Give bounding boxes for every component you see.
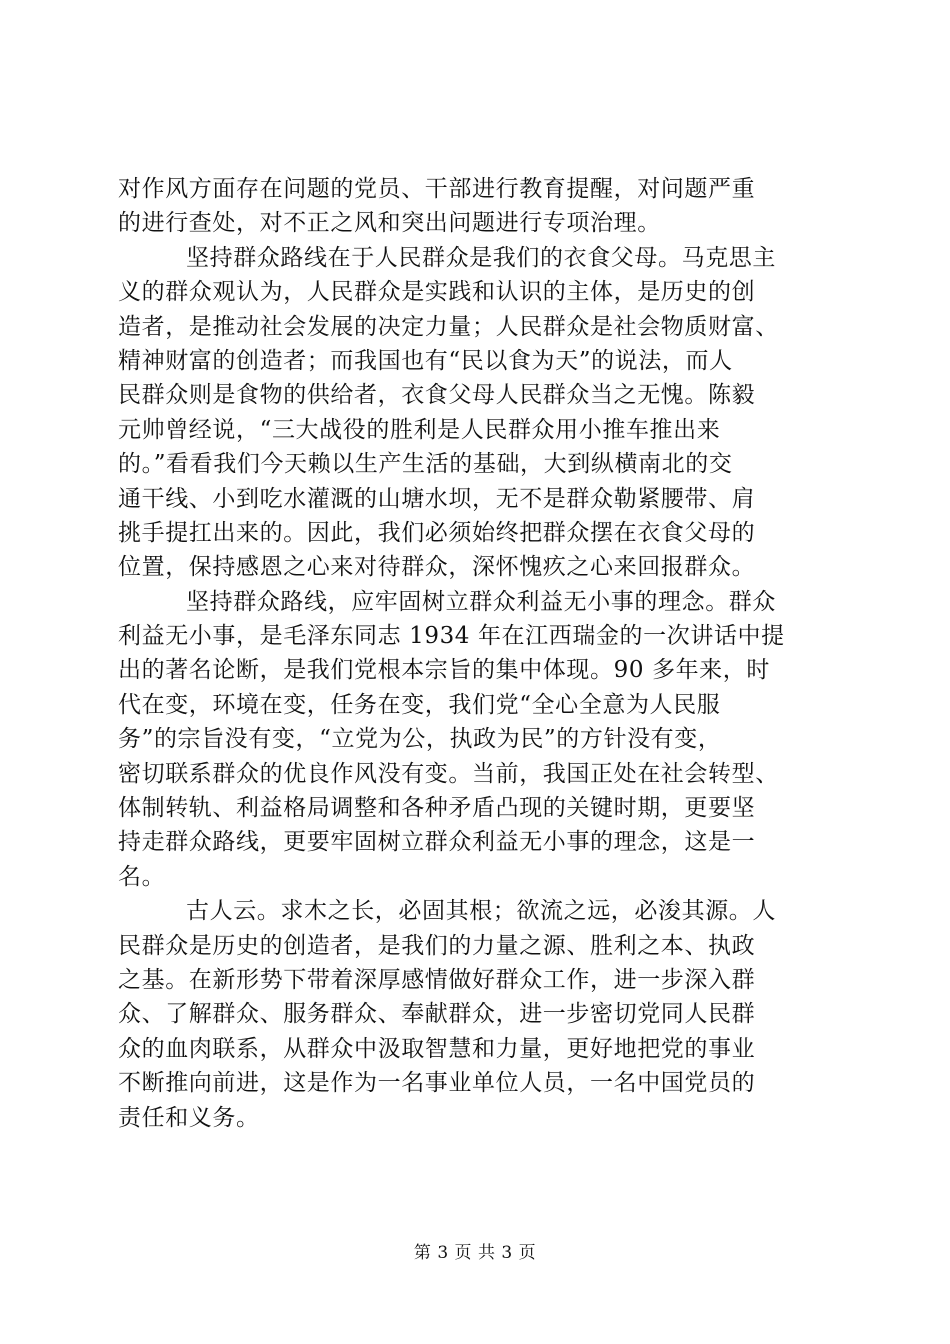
text-line: 出的著名论断，是我们党根本宗旨的集中体现。90 多年来，时 (118, 657, 770, 684)
text-line: 的。”看看我们今天赖以生产生活的基础，大到纵横南北的交 (118, 451, 733, 478)
text-line: 坚持群众路线，应牢固树立群众利益无小事的理念。群众 (186, 588, 776, 615)
text-line: 位置，保持感恩之心来对待群众，深怀愧疚之心来回报群众。 (118, 554, 756, 581)
text-line: 造者，是推动社会发展的决定力量；人民群众是社会物质财富、 (118, 313, 779, 340)
text-line: 密切联系群众的优良作风没有变。当前，我国正处在社会转型、 (118, 760, 779, 787)
document-body (118, 172, 834, 1135)
text-line: 之基。在新形势下带着深厚感情做好群众工作，进一步深入群 (118, 966, 756, 993)
text-line: 持走群众路线，更要牢固树立群众利益无小事的理念，这是一 (118, 829, 756, 856)
text-line: 的进行查处，对不正之风和突出问题进行专项治理。 (118, 210, 661, 237)
text-line: 义的群众观认为，人民群众是实践和认识的主体，是历史的创 (118, 279, 756, 306)
text-line: 利益无小事，是毛泽东同志 1934 年在江西瑞金的一次讲话中提 (118, 623, 785, 650)
text-line: 通干线、小到吃水灌溉的山塘水坝，无不是群众勒紧腰带、肩 (118, 485, 756, 512)
text-line: 民群众是历史的创造者，是我们的力量之源、胜利之本、执政 (118, 932, 756, 959)
text-line: 务”的宗旨没有变，“立党为公，执政为民”的方针没有变， (118, 726, 722, 753)
text-line: 古人云。求木之长，必固其根；欲流之远，必浚其源。人 (186, 898, 776, 925)
page-footer: 第 3 页 共 3 页 (413, 1243, 537, 1263)
text-line: 代在变，环境在变，任务在变，我们党“全心全意为人民服 (118, 691, 721, 718)
text-line: 众的血肉联系，从群众中汲取智慧和力量，更好地把党的事业 (118, 1035, 756, 1062)
text-line: 责任和义务。 (118, 1104, 260, 1131)
text-line: 体制转轨、利益格局调整和各种矛盾凸现的关键时期，更要坚 (118, 795, 756, 822)
text-line: 名。 (118, 863, 166, 890)
text-line: 精神财富的创造者；而我国也有“民以食为天”的说法，而人 (118, 347, 733, 374)
text-line: 众、了解群众、服务群众、奉献群众，进一步密切党同人民群 (118, 1001, 756, 1028)
text-line: 坚持群众路线在于人民群众是我们的衣食父母。马克思主 (186, 244, 776, 271)
text-line: 民群众则是食物的供给者，衣食父母人民群众当之无愧。陈毅 (118, 382, 756, 409)
text-line: 不断推向前进，这是作为一名事业单位人员，一名中国党员的 (118, 1070, 756, 1097)
text-line: 挑手提扛出来的。因此，我们必须始终把群众摆在衣食父母的 (118, 519, 756, 546)
text-line: 对作风方面存在问题的党员、干部进行教育提醒，对问题严重 (118, 176, 756, 202)
text-line: 元帅曾经说，“三大战役的胜利是人民群众用小推车推出来 (118, 416, 721, 443)
